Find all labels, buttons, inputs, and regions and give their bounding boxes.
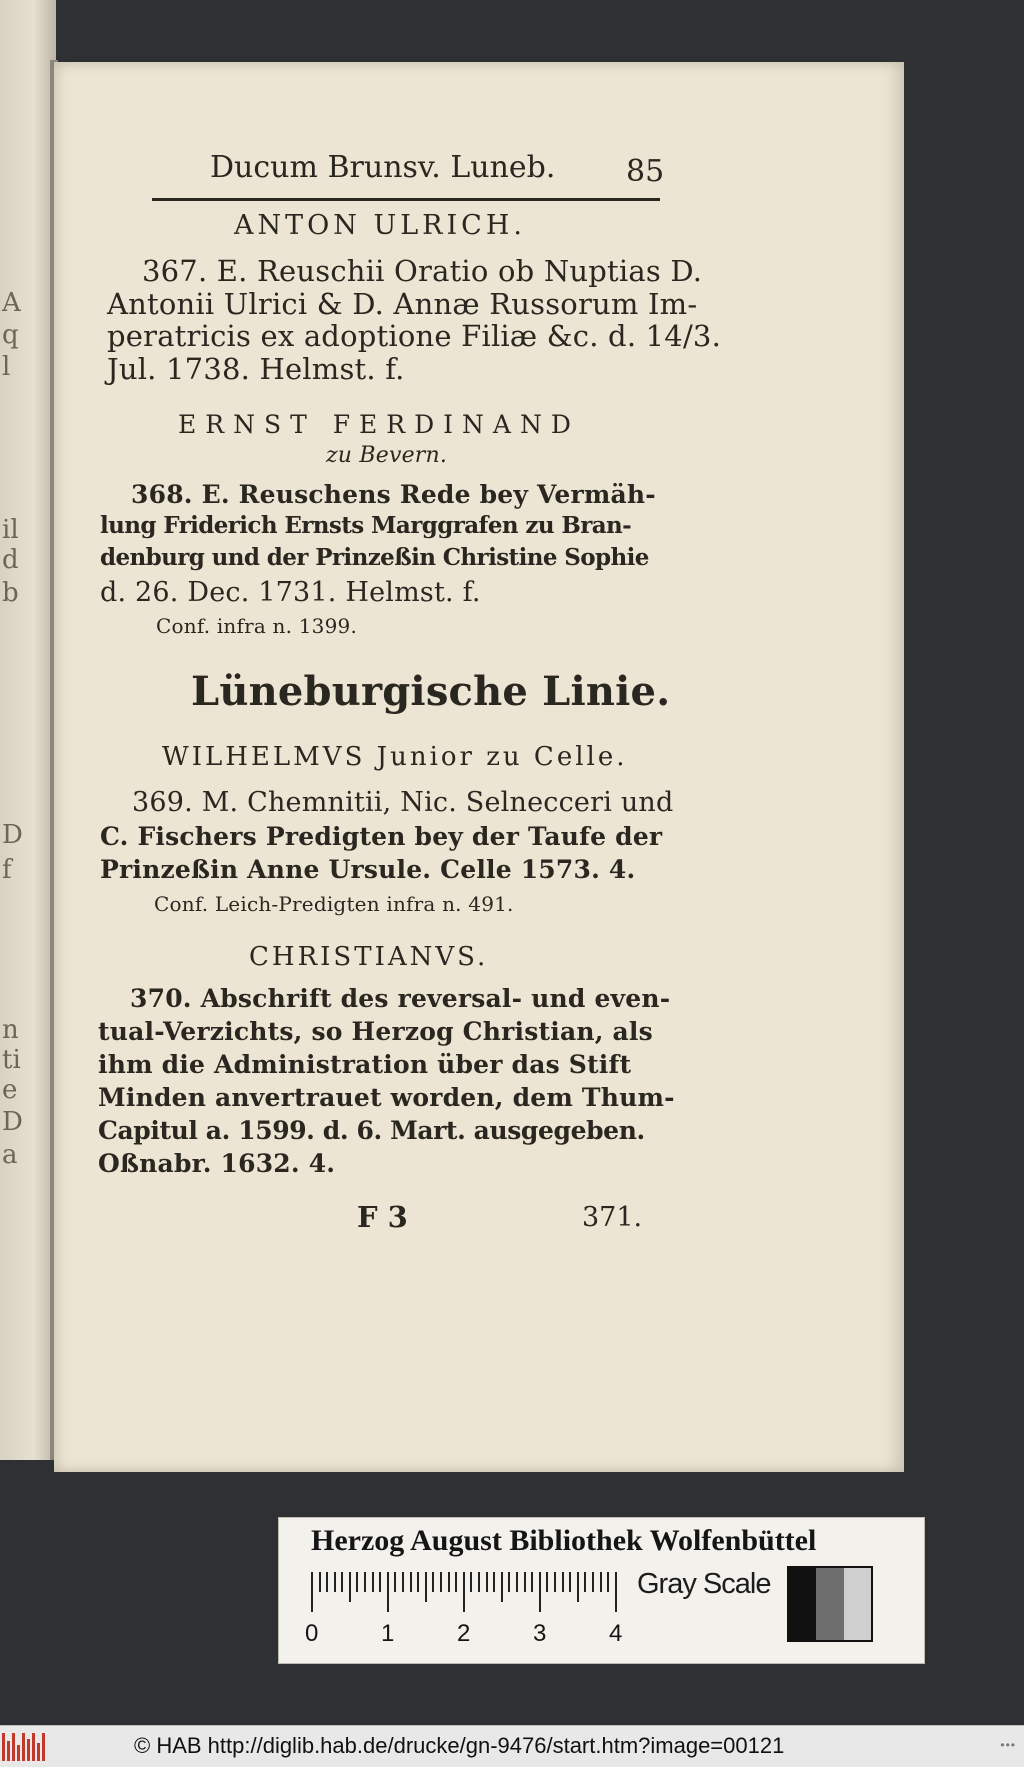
entry-heading: CHRISTIANVS. [249,942,489,972]
running-title: Ducum Brunsv. Luneb. [210,150,556,185]
prev-page-fragment: f [2,855,12,885]
scale-ruler [311,1572,611,1622]
gray-scale-label: Gray Scale [637,1568,771,1600]
entry-note: Conf. infra n. 1399. [156,614,358,638]
section-title: Lüneburgische Linie. [191,668,671,715]
entry-line: Antonii Ulrici & D. Annæ Russorum Im- [107,287,698,321]
copyright-url[interactable]: © HAB http://diglib.hab.de/drucke/gn-9476/start.htm?image=00121 [134,1733,785,1758]
prev-page-fragment: a [2,1140,18,1170]
prev-page-fragment: ti [2,1045,21,1075]
viewer-footer [0,1725,1024,1767]
ruler-label: 1 [381,1620,395,1647]
gray-scale-swatches [787,1566,873,1642]
prev-page-fragment: e [2,1075,18,1105]
entry-line: peratricis ex adoptione Filiæ &c. d. 14/3. [107,319,722,353]
prev-page-fragment: q [2,320,19,350]
more-dots-icon[interactable]: ••• [1000,1738,1016,1752]
entry-heading: ERNST FERDINAND [178,410,580,439]
entry-line: 368. E. Reuschens Rede bey Vermäh- [131,480,656,509]
entry-line: Capitul a. 1599. d. 6. Mart. ausgegeben. [98,1116,645,1145]
entry-line: Jul. 1738. Helmst. f. [107,352,405,386]
prev-page-fragment: D [2,1107,23,1137]
ruler-label: 0 [305,1620,319,1647]
entry-line: tual-Verzichts, so Herzog Christian, als [98,1017,653,1046]
book-page [54,62,904,1472]
prev-page-fragment: d [2,545,19,575]
prev-page-fragment: n [2,1015,19,1045]
ruler-label: 2 [457,1620,471,1647]
entry-line: 367. E. Reuschii Oratio ob Nuptias D. [142,254,703,288]
entry-line: Minden anvertrauet worden, dem Thum- [98,1083,675,1112]
entry-subheading: zu Bevern. [326,443,448,468]
prev-page-fragment: il [2,515,19,545]
gray-swatch-light [844,1568,871,1640]
library-name: Herzog August Bibliothek Wolfenbüttel [311,1524,817,1557]
entry-line: d. 26. Dec. 1731. Helmst. f. [100,577,481,608]
color-target-card [278,1517,925,1664]
ruler-label: 4 [609,1620,623,1647]
entry-line: Oßnabr. 1632. 4. [98,1149,336,1178]
hab-logo-icon [2,1733,48,1761]
entry-line: lung Friderich Ernsts Marggrafen zu Bran- [100,512,632,539]
gray-swatch-mid [816,1568,843,1640]
catchword: 371. [582,1202,643,1233]
entry-line: Prinzeßin Anne Ursule. Celle 1573. 4. [100,855,636,884]
gray-swatch-dark [789,1568,816,1640]
entry-line: C. Fischers Predigten bey der Taufe der [100,822,663,851]
prev-page-fragment: A [2,288,21,318]
entry-heading: ANTON ULRICH. [234,210,526,241]
entries [54,62,904,1472]
entry-line: denburg und der Prinzeßin Christine Sophie [100,544,649,571]
prev-page-fragment: b [2,578,19,608]
previous-page-edge [0,0,56,1460]
page-number: 85 [626,154,665,189]
entry-line: 370. Abschrift des reversal- und even- [130,984,671,1013]
signature-mark: F 3 [357,1200,408,1234]
prev-page-fragment: D [2,820,23,850]
entry-line: ihm die Administration über das Stift [98,1050,632,1079]
entry-heading: WILHELMVS Junior zu Celle. [162,742,628,772]
entry-note: Conf. Leich-Predigten infra n. 491. [154,892,514,916]
prev-page-fragment: l [2,352,11,382]
entry-line: 369. M. Chemnitii, Nic. Selnecceri und [132,787,674,818]
ruler-label: 3 [533,1620,547,1647]
